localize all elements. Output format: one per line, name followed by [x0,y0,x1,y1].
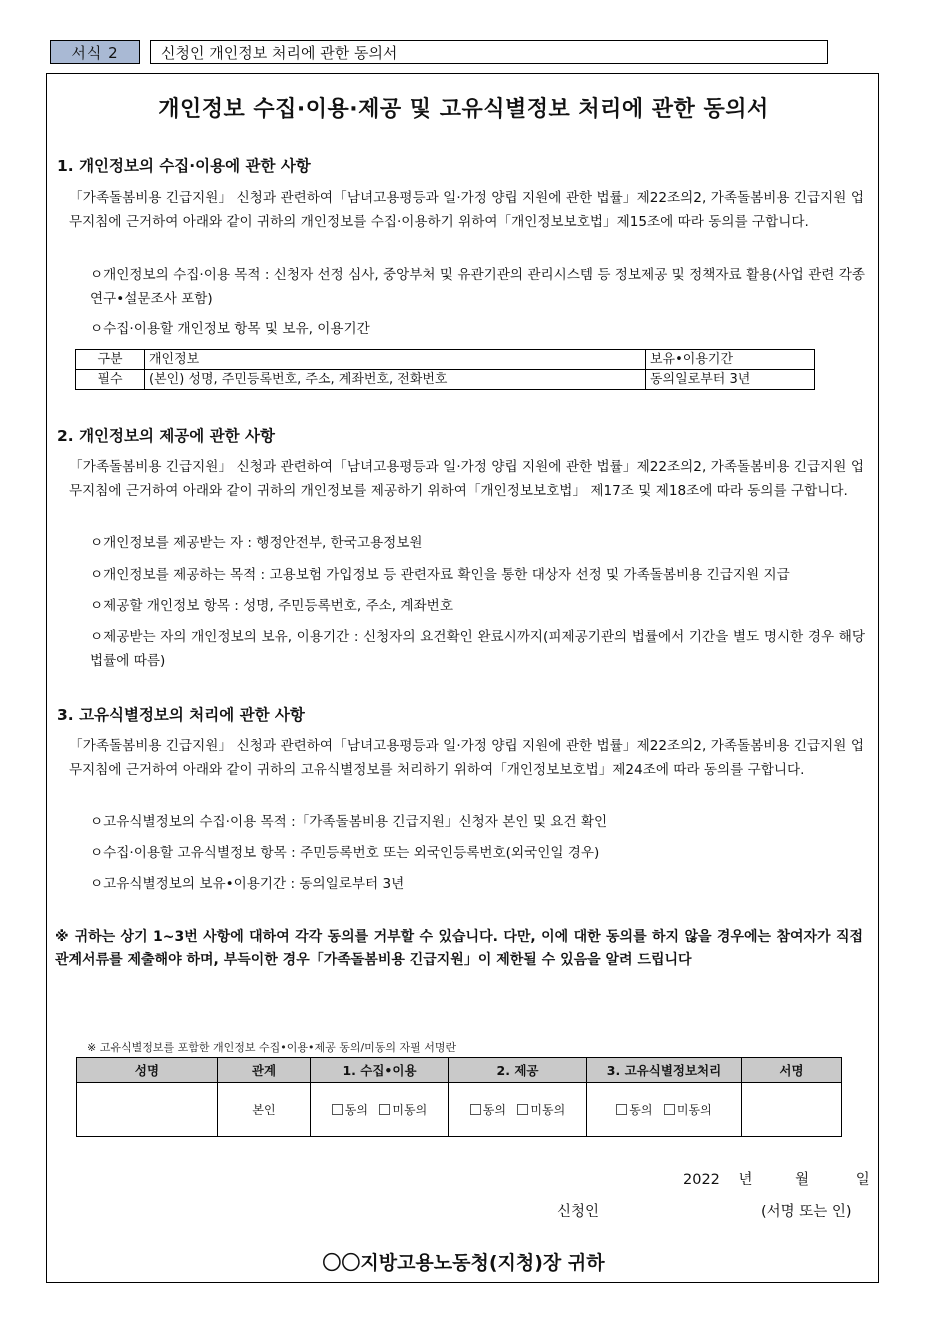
col-collect-use: 1. 수집•이용 [311,1058,449,1083]
bullet-text: ㅇ수집·이용할 개인정보 항목 및 보유, 이용기간 [90,321,370,337]
table-header: 구분 [76,350,145,370]
disagree-checkbox[interactable] [379,1104,390,1115]
col-provide: 2. 제공 [449,1058,587,1083]
consent-provide [449,1083,587,1137]
day-unit: 일 [855,1172,870,1188]
table-header: 보유•이용기간 [646,350,815,370]
section-1-heading: 1. 개인정보의 수집·이용에 관한 사항 [57,157,311,175]
disagree-checkbox[interactable] [517,1104,528,1115]
table-cell: (본인) 성명, 주민등록번호, 주소, 계좌번호, 전화번호 [145,370,646,390]
document-frame [46,73,879,1283]
section-2-intro: 「가족돌봄비용 긴급지원」 신청과 관련하여「남녀고용평등과 일·가정 양립 지원에 관한 법률」제22조의2, 가족돌봄비용 긴급지원 업무지침에 근거하여 아래와 같이 귀하의 개인정보를 제공하기 위하여「개인정보보호법」 제17조 및 제18조에 따라 동의를 구합니다. [69,459,864,499]
section-2-bullet-4 [75,626,865,673]
date-year [683,1168,870,1189]
bullet-text: ㅇ수집·이용할 고유식별정보 항목 : 주민등록번호 또는 외국인등록번호(외국인일 경우) [90,845,600,861]
signature-caption: ※ 고유식별정보를 포함한 개인정보 수집•이용•제공 동의/미동의 자필 서명란 [87,1041,457,1054]
section-3-bullet-2 [75,842,865,866]
col-signature: 서명 [742,1058,842,1083]
agree-label: 동의 [482,1103,506,1117]
disagree-label: 미동의 [530,1103,566,1117]
refusal-notice: ※ 귀하는 상기 1~3번 사항에 대하여 각각 동의를 거부할 수 있습니다. 다만, 이에 대한 동의를 하지 않을 경우에는 참여자가 직접 관계서류를 제출해야 하며, 부득이한 경우「가족돌봄비용 긴급지원」이 제한될 수 있음을 알려 드립니다 [55,929,863,968]
consent-signature-table [76,1057,842,1137]
month-unit: 월 [795,1172,810,1188]
signature-cell[interactable] [742,1083,842,1137]
agree-checkbox[interactable] [332,1104,343,1115]
section-2-bullet-2 [75,564,865,588]
bullet-text: ㅇ개인정보의 수집·이용 목적 : 신청자 선정 심사, 중앙부처 및 유관기관의 관리시스템 등 정보제공 및 정책자료 활용(사업 관련 각종 연구•설문조사 포함) [90,267,865,307]
section-1-intro: 「가족돌봄비용 긴급지원」 신청과 관련하여「남녀고용평등과 일·가정 양립 지원에 관한 법률」제22조의2, 가족돌봄비용 긴급지원 업무지침에 근거하여 아래와 같이 귀하의 개인정보를 수집·이용하기 위하여「개인정보보호법」제15조에 따라 동의를 구합니다. [69,190,864,230]
agree-label: 동의 [629,1103,653,1117]
bullet-text: ㅇ고유식별정보의 수집·이용 목적 :「가족돌봄비용 긴급지원」신청자 본인 및 요건 확인 [90,814,608,830]
form-number: 서식 2 [50,40,140,64]
bullet-text: ㅇ고유식별정보의 보유•이용기간 : 동의일로부터 3년 [90,876,405,892]
section-2-heading: 2. 개인정보의 제공에 관한 사항 [57,427,275,445]
col-name: 성명 [77,1058,218,1083]
col-relation: 관계 [218,1058,311,1083]
table-cell: 동의일로부터 3년 [646,370,815,390]
disagree-label: 미동의 [676,1103,712,1117]
bullet-text: ㅇ제공받는 자의 개인정보의 보유, 이용기간 : 신청자의 요건확인 완료시까지(피제공기관의 법률에서 기간을 별도 명시한 경우 해당 법률에 따름) [90,629,865,669]
addressee: 〇〇지방고용노동청(지청)장 귀하 [322,1252,605,1274]
section-2-bullet-3 [75,595,865,619]
section-1-bullet-2 [75,318,865,342]
year-value: 2022 [683,1172,720,1188]
agree-label: 동의 [344,1103,368,1117]
form-name: 신청인 개인정보 처리에 관한 동의서 [150,40,828,64]
document-title: 개인정보 수집·이용·제공 및 고유식별정보 처리에 관한 동의서 [158,97,769,122]
section-3-heading: 3. 고유식별정보의 처리에 관한 사항 [57,706,305,724]
section-3-bullet-1 [75,811,865,835]
form-tag [50,40,828,64]
retention-table [75,349,815,390]
year-unit: 년 [738,1172,753,1188]
consent-unique-id [587,1083,742,1137]
applicant-label: 신청인 [557,1204,600,1220]
agree-checkbox[interactable] [616,1104,627,1115]
table-cell: 필수 [76,370,145,390]
relation-cell: 본인 [218,1083,311,1137]
section-3-bullet-3 [75,873,865,897]
agree-checkbox[interactable] [470,1104,481,1115]
bullet-text: ㅇ제공할 개인정보 항목 : 성명, 주민등록번호, 주소, 계좌번호 [90,598,453,614]
name-cell[interactable] [77,1083,218,1137]
section-2-bullet-1 [75,532,865,556]
col-unique-id: 3. 고유식별정보처리 [587,1058,742,1083]
applicant-sign-hint: (서명 또는 인) [761,1204,852,1220]
disagree-checkbox[interactable] [664,1104,675,1115]
disagree-label: 미동의 [392,1103,428,1117]
section-3-intro: 「가족돌봄비용 긴급지원」 신청과 관련하여「남녀고용평등과 일·가정 양립 지원에 관한 법률」제22조의2, 가족돌봄비용 긴급지원 업무지침에 근거하여 아래와 같이 귀하의 고유식별정보를 처리하기 위하여「개인정보보호법」제24조에 따라 동의를 구합니다. [69,738,864,778]
bullet-text: ㅇ개인정보를 제공하는 목적 : 고용보험 가입정보 등 관련자료 확인을 통한 대상자 선정 및 가족돌봄비용 긴급지원 지급 [90,567,790,583]
section-1-bullet-1 [75,264,865,311]
bullet-text: ㅇ개인정보를 제공받는 자 : 행정안전부, 한국고용정보원 [90,535,423,551]
table-header: 개인정보 [145,350,646,370]
consent-collect-use [311,1083,449,1137]
